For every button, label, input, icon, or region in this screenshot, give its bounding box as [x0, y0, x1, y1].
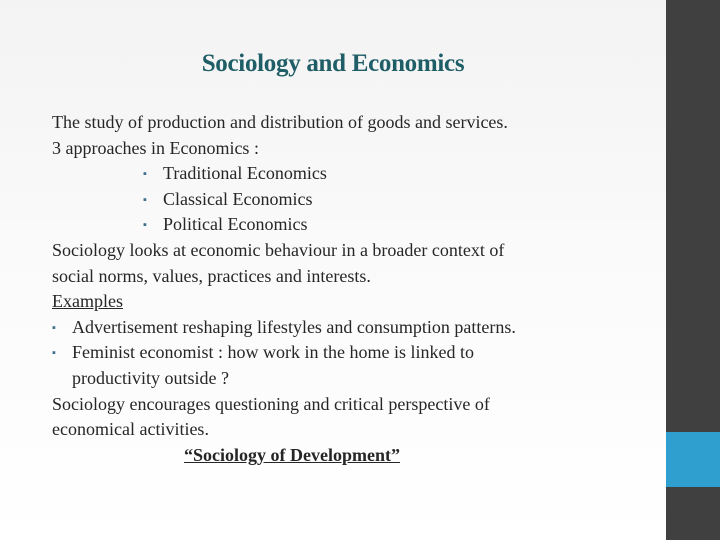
sociology-line-1: Sociology looks at economic behaviour in a broader context of: [52, 239, 505, 260]
slide-body: [52, 110, 652, 468]
approach-label: Traditional Economics: [163, 163, 327, 184]
example-continuation: productivity outside ?: [72, 367, 229, 388]
sidebar-decoration: [666, 0, 720, 540]
examples-heading: Examples: [52, 291, 123, 312]
square-bullet-icon: ▪: [143, 193, 147, 206]
approach-item: [52, 187, 652, 213]
approach-label: Classical Economics: [163, 188, 313, 209]
square-bullet-icon: ▪: [52, 321, 56, 334]
quote-heading: “Sociology of Development”: [184, 444, 400, 465]
example-text: Feminist economist : how work in the home is linked to: [72, 342, 474, 363]
square-bullet-icon: ▪: [143, 168, 147, 181]
intro-line-1: The study of production and distribution of goods and services.: [52, 112, 508, 132]
sidebar-accent-block: [666, 432, 720, 487]
closing-line-1: Sociology encourages questioning and critical perspective of: [52, 393, 490, 414]
approach-label: Political Economics: [163, 214, 308, 235]
example-item: [52, 340, 652, 366]
closing-line-2: economical activities.: [52, 419, 209, 440]
example-text: Advertisement reshaping lifestyles and consumption patterns.: [72, 316, 516, 337]
approach-item: [52, 161, 652, 187]
intro-line-2: 3 approaches in Economics :: [52, 137, 259, 158]
square-bullet-icon: ▪: [52, 347, 56, 360]
example-item: [52, 315, 652, 341]
sociology-line-2: social norms, values, practices and interests.: [52, 265, 371, 286]
approach-item: [52, 212, 652, 238]
square-bullet-icon: ▪: [143, 219, 147, 232]
slide-title: Sociology and Economics: [201, 50, 465, 77]
